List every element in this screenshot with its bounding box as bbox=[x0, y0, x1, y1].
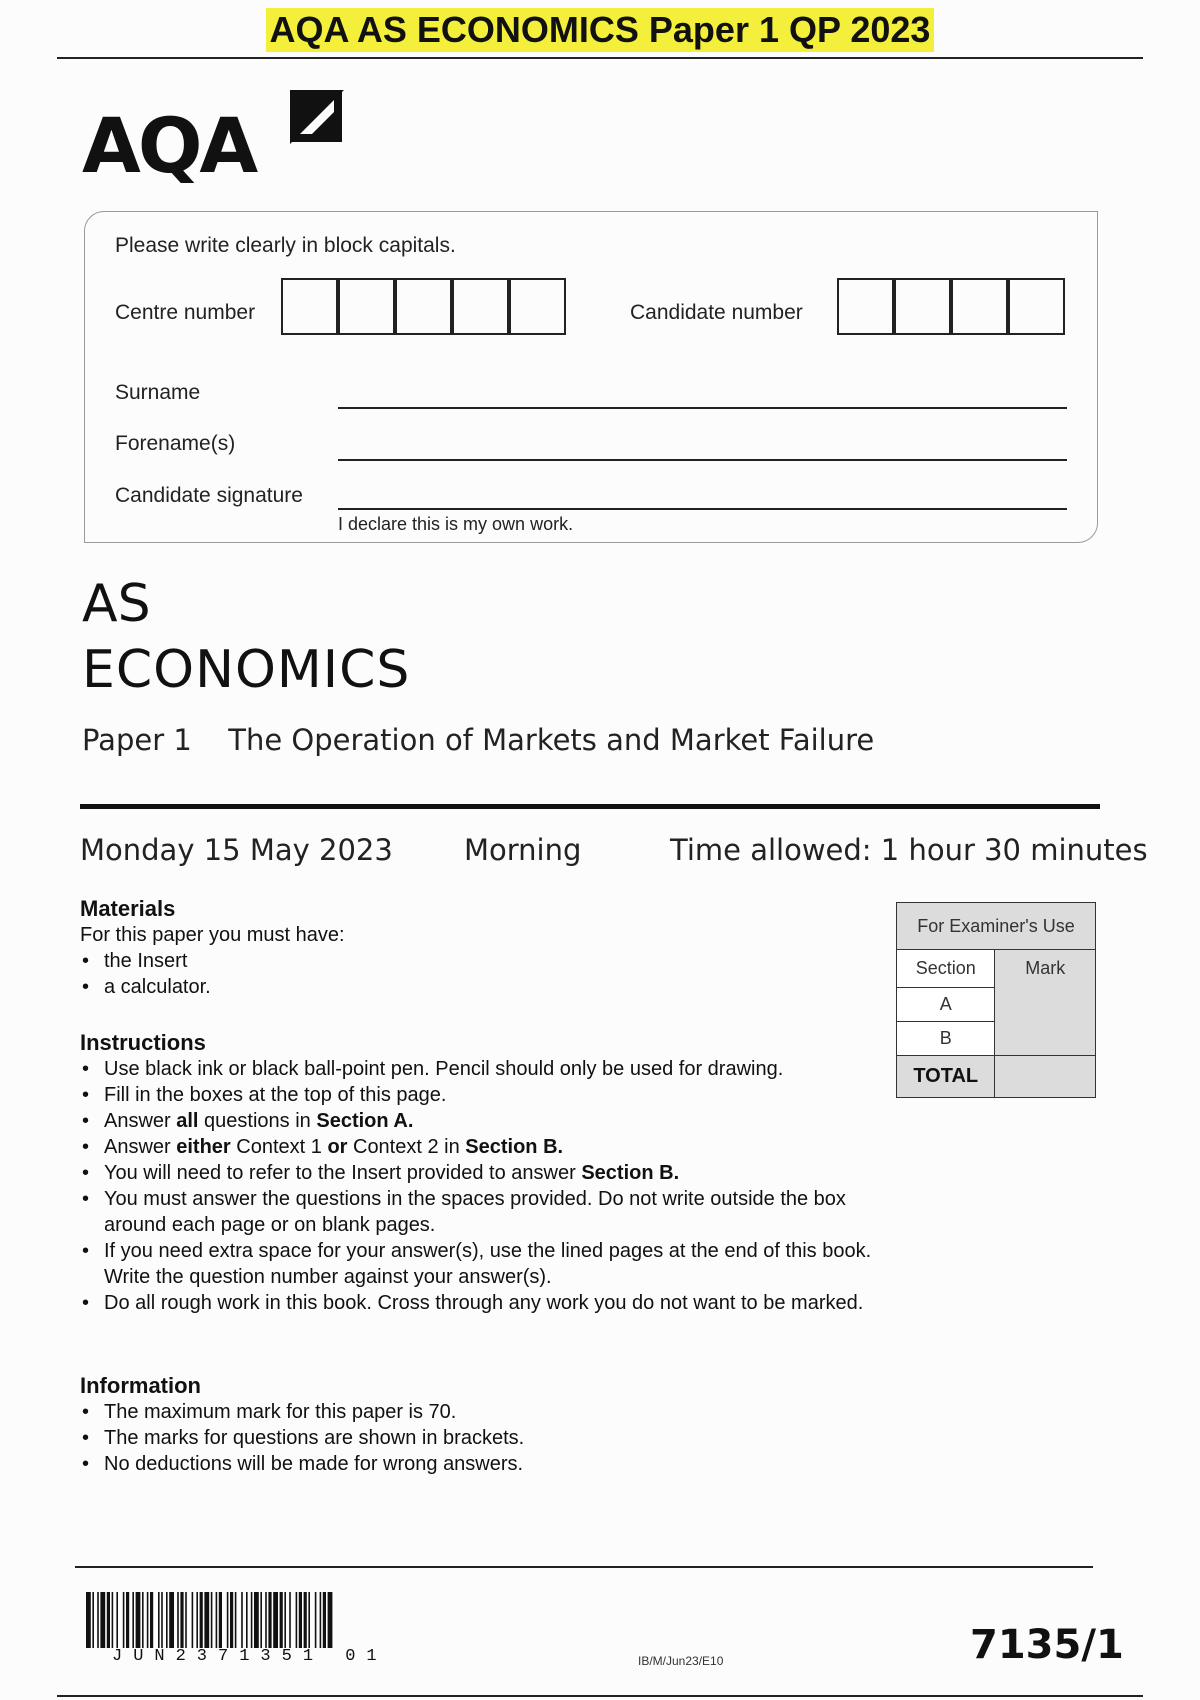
centre-number-digit[interactable] bbox=[281, 278, 338, 335]
total-cell: TOTAL bbox=[897, 1056, 995, 1098]
candidate-details-box bbox=[84, 211, 1098, 543]
reference-code: IB/M/Jun23/E10 bbox=[638, 1654, 724, 1668]
centre-number-label: Centre number bbox=[115, 301, 256, 324]
candidate-number-digit[interactable] bbox=[1008, 278, 1065, 335]
declaration-text: I declare this is my own work. bbox=[338, 514, 574, 534]
exam-session: Morning bbox=[464, 833, 582, 867]
list-item: • If you need extra space for your answer(s), use the lined pages at the end of this book. Write the question number against your answer(s). bbox=[80, 1238, 880, 1290]
section-b-cell: B bbox=[897, 1022, 995, 1056]
paper-title bbox=[82, 722, 874, 758]
time-allowed: Time allowed: 1 hour 30 minutes bbox=[670, 833, 1148, 867]
list-item: • the Insert bbox=[80, 948, 880, 974]
centre-number-digit[interactable] bbox=[395, 278, 452, 335]
mark-column-header: Mark bbox=[995, 950, 1096, 1056]
centre-number-digit[interactable] bbox=[452, 278, 509, 335]
list-item: • No deductions will be made for wrong answers. bbox=[80, 1451, 880, 1477]
centre-number-digit[interactable] bbox=[509, 278, 566, 335]
signature-label: Candidate signature bbox=[115, 484, 303, 507]
paper-number: Paper 1 bbox=[82, 723, 192, 757]
document-banner: AQA AS ECONOMICS Paper 1 QP 2023 bbox=[266, 8, 935, 52]
candidate-number-digit[interactable] bbox=[894, 278, 951, 335]
candidate-number-label: Candidate number bbox=[630, 301, 803, 324]
examiner-use-table bbox=[896, 902, 1096, 1098]
total-mark-cell[interactable] bbox=[995, 1056, 1096, 1098]
information-list bbox=[80, 1399, 880, 1477]
forenames-line[interactable] bbox=[338, 459, 1067, 461]
logo-mark-icon bbox=[288, 88, 346, 146]
candidate-number-digit[interactable] bbox=[837, 278, 894, 335]
list-item: • The maximum mark for this paper is 70. bbox=[80, 1399, 880, 1425]
title-divider bbox=[80, 804, 1100, 809]
instructions-heading: Instructions bbox=[80, 1030, 206, 1055]
banner-container bbox=[0, 8, 1200, 52]
section-column-header: Section bbox=[897, 950, 995, 988]
block-capitals-instruction: Please write clearly in block capitals. bbox=[115, 234, 456, 257]
candidate-number-boxes bbox=[837, 278, 1069, 335]
list-item: • You must answer the questions in the spaces provided. Do not write outside the box around each page or on blank pages. bbox=[80, 1186, 880, 1238]
centre-number-digit[interactable] bbox=[338, 278, 395, 335]
paper-code: 7135/1 bbox=[970, 1622, 1124, 1668]
barcode-text: JUN2371351 01 bbox=[112, 1647, 388, 1666]
list-item: • Use black ink or black ball-point pen. Pencil should only be used for drawing. bbox=[80, 1056, 880, 1082]
centre-number-boxes bbox=[281, 278, 571, 335]
footer-divider bbox=[75, 1566, 1093, 1568]
signature-line[interactable] bbox=[338, 508, 1067, 510]
candidate-number-digit[interactable] bbox=[951, 278, 1008, 335]
list-item: • Do all rough work in this book. Cross through any work you do not want to be marked. bbox=[80, 1290, 880, 1316]
logo-text: AQA bbox=[82, 101, 256, 190]
materials-intro: For this paper you must have: bbox=[80, 924, 345, 946]
bottom-divider bbox=[57, 1695, 1143, 1697]
list-item: • Fill in the boxes at the top of this page. bbox=[80, 1082, 880, 1108]
paper-name: The Operation of Markets and Market Failure bbox=[228, 723, 875, 757]
list-item: • Answer all questions in Section A. bbox=[80, 1108, 880, 1134]
instructions-section bbox=[80, 1030, 880, 1316]
list-item: • You will need to refer to the Insert provided to answer Section B. bbox=[80, 1160, 880, 1186]
materials-heading: Materials bbox=[80, 896, 176, 921]
exam-date: Monday 15 May 2023 bbox=[80, 833, 393, 867]
materials-section bbox=[80, 896, 880, 1000]
barcode-icon bbox=[86, 1592, 468, 1648]
instructions-list bbox=[80, 1056, 880, 1316]
list-item: • a calculator. bbox=[80, 974, 880, 1000]
information-section bbox=[80, 1373, 880, 1477]
section-a-cell: A bbox=[897, 988, 995, 1022]
materials-list bbox=[80, 948, 880, 1000]
list-item: • The marks for questions are shown in brackets. bbox=[80, 1425, 880, 1451]
qualification-level: AS bbox=[82, 574, 151, 634]
examiner-table-title: For Examiner's Use bbox=[897, 903, 1096, 950]
surname-label: Surname bbox=[115, 381, 201, 404]
subject-name: ECONOMICS bbox=[82, 640, 411, 700]
forenames-label: Forename(s) bbox=[115, 432, 236, 455]
list-item: • Answer either Context 1 or Context 2 in Section B. bbox=[80, 1134, 880, 1160]
top-divider bbox=[57, 57, 1143, 59]
aqa-logo bbox=[82, 88, 352, 188]
information-heading: Information bbox=[80, 1373, 201, 1398]
surname-line[interactable] bbox=[338, 407, 1067, 409]
